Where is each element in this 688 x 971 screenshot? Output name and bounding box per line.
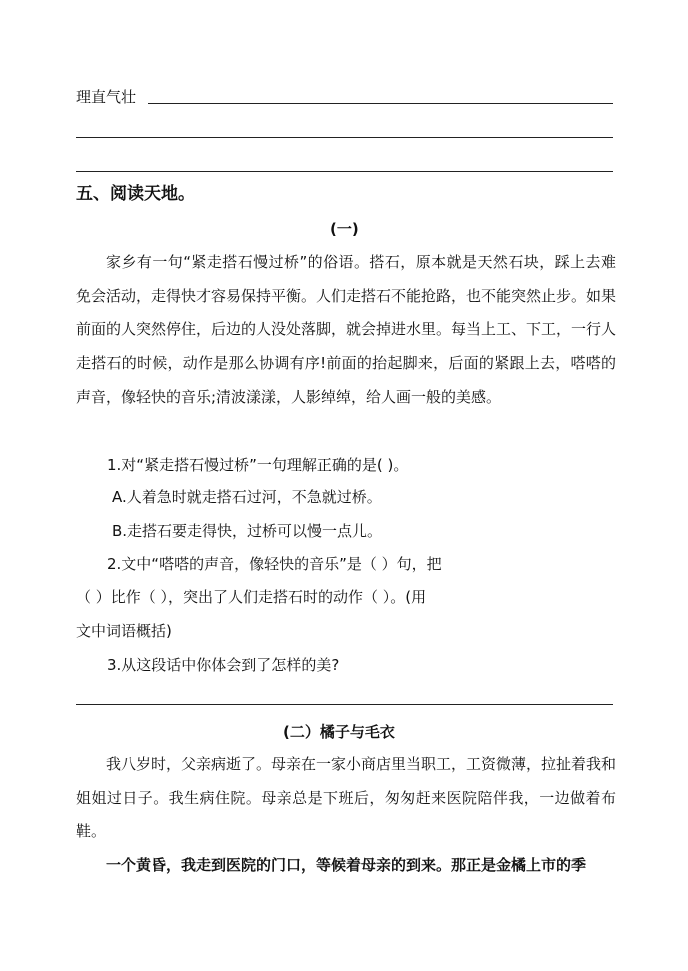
- question-2-line-2: （ ）比作（ ），突出了人们走搭石时的动作（ ）。(用: [76, 588, 427, 606]
- idiom-label: 理直气壮: [76, 88, 137, 106]
- question-1-option-a: A.人着急时就走搭石过河，不急就过桥。: [112, 488, 382, 506]
- question-2-line-1: 2.文中“嗒嗒的声音，像轻快的音乐”是（ ）句，把: [107, 555, 442, 573]
- passage2-title: (二）橘子与毛衣: [283, 723, 395, 741]
- question-3-answer-line: [76, 704, 613, 705]
- passage1-text: 家乡有一句“紧走搭石慢过桥”的俗语。搭石，原本就是天然石块，踩上去难免会活动，走得快才容易保持平衡。人们走搭石不能抢路，也不能突然止步。如果前面的人突然停住，后边的人没处落脚，就会掉进水里。每当上工、下工，一行人走搭石的时候，动作是那么协调有序!前面的抬起脚来，后面的紧跟上去，嗒嗒的声音，像轻快的音乐;清波漾漾，人影绰绰，给人画一般的美感。: [76, 253, 617, 406]
- passage2-paragraph-1: 我八岁时，父亲病逝了。母亲在一家小商店里当职工，工资微薄，拉扯着我和姐姐过日子。我生病住院。母亲总是下班后，匆匆赶来医院陪伴我，一边做着布鞋。: [76, 755, 617, 841]
- idiom-answer-line: [148, 103, 613, 104]
- answer-line-2: [76, 137, 613, 138]
- passage1-title: (一): [330, 220, 359, 238]
- passage2-paragraph-2: 一个黄昏，我走到医院的门口，等候着母亲的到来。那正是金橘上市的季: [106, 856, 587, 874]
- question-2-line-3: 文中词语概括): [76, 622, 172, 640]
- question-1-option-b: B.走搭石要走得快，过桥可以慢一点儿。: [112, 522, 383, 540]
- answer-line-3: [76, 171, 613, 172]
- section-heading: 五、阅读天地。: [76, 184, 195, 204]
- question-1: 1.对“紧走搭石慢过桥”一句理解正确的是( )。: [107, 456, 409, 474]
- question-3: 3.从这段话中你体会到了怎样的美?: [107, 656, 340, 674]
